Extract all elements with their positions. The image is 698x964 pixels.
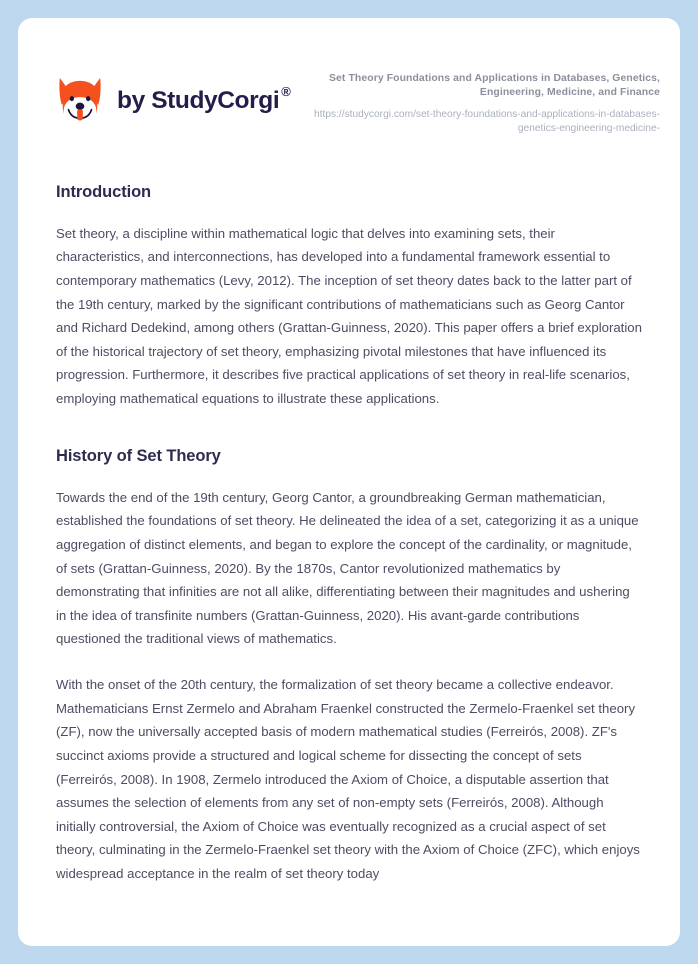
header-meta [310,70,660,137]
document-header [18,18,680,137]
document-page [18,18,680,946]
brand-name [117,84,291,115]
paragraph: Set theory, a discipline within mathematical logic that delves into examining sets, their characteristics, and interconnections, has developed into a fundamental framework essential to contemporary mathematics (Levy, 2012). The inception of set theory dates back to the latter part of the 19th century, marked by the significant contributions of mathematicians such as Georg Cantor and Richard Dedekind, among others (Grattan-Guinness, 2020). This paper offers a brief exploration of the historical trajectory of set theory, emphasizing pivotal milestones that have influenced its progression. Furthermore, it describes five practical applications of set theory in real-life scenarios, employing mathematical equations to illustrate these applications. [56,225,642,407]
paragraph: With the onset of the 20th century, the formalization of set theory became a collective endeavor. Mathematicians Ernst Zermelo and Abraham Fraenkel constructed the Zermelo-Fraenkel set theory (ZF), now the universally accepted basis of modern mathematical studies (Ferreirós, 2008). ZF's succinct axioms provide a structured and logical scheme for dissecting the concept of sets (Ferreirós, 2008). In 1908, Zermelo introduced the Axiom of Choice, a disputable assertion that assumes the selection of elements from any set of non-empty sets (Ferreirós, 2008). Although initially controversial, the Axiom of Choice was eventually recognized as a crucial aspect of set theory, culminating in the Zermelo-Fraenkel set theory with the Axiom of Choice (ZFC), which enjoys widespread acceptance in the realm of set theory today [56,677,640,882]
document-body [18,183,680,886]
paragraph: Towards the end of the 19th century, Georg Cantor, a groundbreaking German mathematician, established the foundations of set theory. He delineated the idea of a set, categorizing it as a unique aggregation of distinct elements, and began to explore the concept of the cardinality, or magnitude, of sets (Grattan-Guinness, 2020). By the 1870s, Cantor revolutionized mathematics by demonstrating that infinities are not all alike, differentiating between their magnitudes and ushering in the idea of transfinite numbers (Grattan-Guinness, 2020). His avant-garde contributions questioned the traditional views of mathematics. [56,489,639,647]
page-title: Set Theory Foundations and Applications in Databases, Genetics, Engineering, Medicine, and Finance [329,73,660,99]
section-heading-history-of-set-theory: History of Set Theory [56,446,221,465]
source-url[interactable]: https://studycorgi.com/set-theory-foundations-and-applications-in-databases-genetics-engineering-medicine- [314,108,660,135]
corgi-head-icon [56,76,104,126]
registered-trademark-icon: ® [281,84,291,99]
brand-name-label: by StudyCorgi [117,87,280,114]
brand-logo-group[interactable] [56,70,290,126]
section-heading-introduction: Introduction [56,182,152,201]
